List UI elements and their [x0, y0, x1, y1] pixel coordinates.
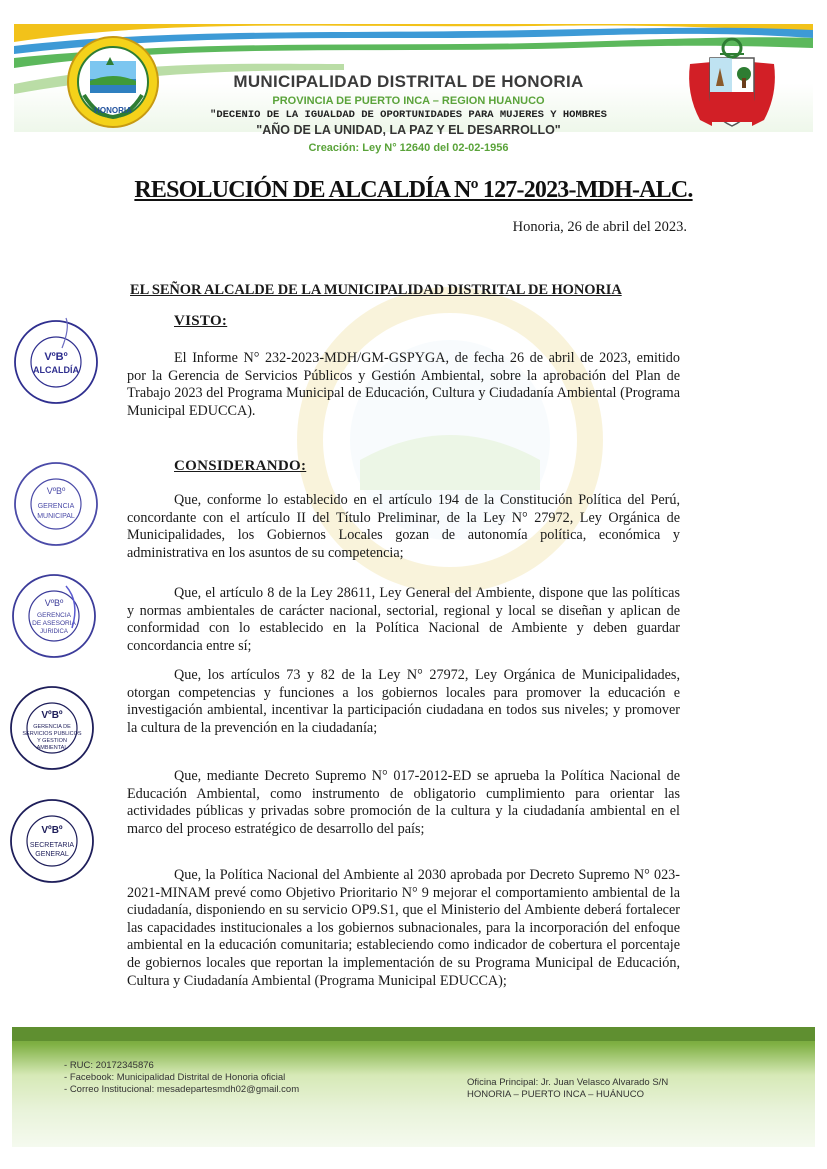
creation-law: Creación: Ley N° 12640 del 02-02-1956 [308, 142, 509, 154]
svg-text:Y GESTION: Y GESTION [37, 738, 67, 744]
municipal-logo [66, 35, 160, 129]
visto-heading: VISTO: [174, 313, 228, 329]
considerando-paragraph: Que, conforme lo establecido en el artículo 194 de la Constitución Política del Perú, concordante con el artículo II del Título Preliminar, de la Ley N° 27972, Ley Orgánica de Municipalidades, los Gobiernos Locales gozan de autonomía política, económica y administrativa en los asuntos de su competencia; [127, 492, 680, 561]
footer-facebook: - Facebook: Municipalidad Distrital de Honoria oficial [64, 1072, 299, 1084]
considerando-paragraph: Que, mediante Decreto Supremo N° 017-2012-ED se aprueba la Política Nacional de Educación Ambiental, como instrumento de obligatorio cumplimiento para orientar las actividades públicas y privadas sobre promoción de la cultura y la ciudadanía ambiental en el marco del proceso estratégico de desarrollo del país; [127, 768, 680, 837]
svg-text:SECRETARIA: SECRETARIA [29, 842, 75, 849]
asesoria-juridica-stamp [10, 572, 98, 660]
svg-text:AMBIENTAL: AMBIENTAL [36, 745, 68, 751]
servicios-publicos-stamp [8, 684, 96, 772]
resolution-title: RESOLUCIÓN DE ALCALDÍA Nº 127-2023-MDH-ALC. [134, 177, 693, 203]
footer-contact-list [64, 1060, 299, 1096]
secretaria-general-stamp [8, 797, 96, 885]
peru-coat-of-arms-icon [682, 34, 782, 134]
footer-location: HONORIA – PUERTO INCA – HUÁNUCO [467, 1089, 645, 1100]
resolution-date: Honoria, 26 de abril del 2023. [512, 219, 687, 235]
considerando-heading: CONSIDERANDO: [174, 458, 307, 474]
footer-band [12, 1027, 815, 1147]
svg-text:GERENCIA DE: GERENCIA DE [33, 724, 71, 730]
svg-text:GERENCIA: GERENCIA [37, 503, 75, 510]
svg-text:GENERAL: GENERAL [35, 851, 69, 858]
footer-ruc: - RUC: 20172345876 [64, 1060, 299, 1072]
considerando-paragraph: Que, los artículos 73 y 82 de la Ley N° 27972, Ley Orgánica de Municipalidades, otorgan competencias y funciones a los gobiernos locales para promover la educación e investigación ambiental, incentivar la participación ciudadana en todos sus niveles; y promover la cultura de la prevención en la ciudadanía; [127, 667, 680, 736]
svg-text:VºBº: VºBº [44, 598, 64, 608]
svg-text:JURIDICA: JURIDICA [40, 629, 68, 635]
footer-stripe [12, 1027, 815, 1041]
svg-text:GERENCIA: GERENCIA [37, 612, 71, 619]
svg-text:ALCALDÍA: ALCALDÍA [33, 365, 79, 375]
municipality-name: MUNICIPALIDAD DISTRITAL DE HONORIA [233, 72, 584, 91]
logo-label: HONORIA [94, 106, 132, 115]
svg-text:VºBº: VºBº [41, 825, 63, 836]
svg-text:VºBº: VºBº [46, 486, 66, 496]
svg-text:SERVICIOS PUBLICOS: SERVICIOS PUBLICOS [22, 731, 82, 737]
considerando-paragraph: Que, la Política Nacional del Ambiente al 2030 aprobada por Decreto Supremo N° 023-2021-MINAM prevé como Objetivo Prioritario N° 9 mejorar el comportamiento ambiental de la ciudadanía, disponiendo en su servicio OP9.S1, que el Ministerio del Ambiente deberá fortalecer las capacidades institucionales a los gobiernos subnacionales, para la incorporación del enfoque ambiental en la educación comunitaria; estableciendo como indicador de cobertura el porcentaje de gobiernos locales que reportan la implementación de su Programa Municipal de Educación, Cultura y Ciudadanía Ambiental (Programa Municipal EDUCCA); [127, 867, 680, 989]
footer-address [467, 1077, 668, 1101]
year-motto: "AÑO DE LA UNIDAD, LA PAZ Y EL DESARROLLO" [256, 123, 561, 137]
authority-heading: EL SEÑOR ALCALDE DE LA MUNICIPALIDAD DISTRITAL DE HONORIA [130, 282, 622, 298]
svg-text:VºBº: VºBº [41, 710, 63, 721]
province-line: PROVINCIA DE PUERTO INCA – REGION HUANUCO [272, 95, 545, 107]
visto-paragraph: El Informe N° 232-2023-MDH/GM-GSPYGA, de fecha 26 de abril de 2023, emitido por la Gerencia de Servicios Públicos y Gestión Ambiental, sobre la aprobación del Plan de Trabajo 2023 del Programa Municipal de Educación, Cultura y Ciudadanía Ambiental (Programa Municipal EDUCCA). [127, 350, 680, 419]
considerando-paragraph: Que, el artículo 8 de la Ley 28611, Ley General del Ambiente, dispone que las políticas y normas ambientales de carácter nacional, sectorial, regional y local se diseñan y aplican de conformidad con lo establecido en la Política Nacional de Ambiente y deben guardar concordancia entre sí; [127, 585, 680, 654]
svg-text:DE ASESORIA: DE ASESORIA [32, 620, 76, 627]
alcaldia-approval-stamp [12, 318, 100, 406]
svg-text:MUNICIPAL: MUNICIPAL [37, 513, 75, 520]
svg-text:VºBº: VºBº [44, 351, 68, 363]
footer-office: Oficina Principal: Jr. Juan Velasco Alvarado S/N [467, 1077, 669, 1088]
gerencia-municipal-stamp [12, 460, 100, 548]
decenio-line: "DECENIO DE LA IGUALDAD DE OPORTUNIDADES PARA MUJERES Y HOMBRES [210, 109, 607, 121]
footer-email: - Correo Institucional: mesadepartesmdh02@gmail.com [64, 1084, 299, 1096]
